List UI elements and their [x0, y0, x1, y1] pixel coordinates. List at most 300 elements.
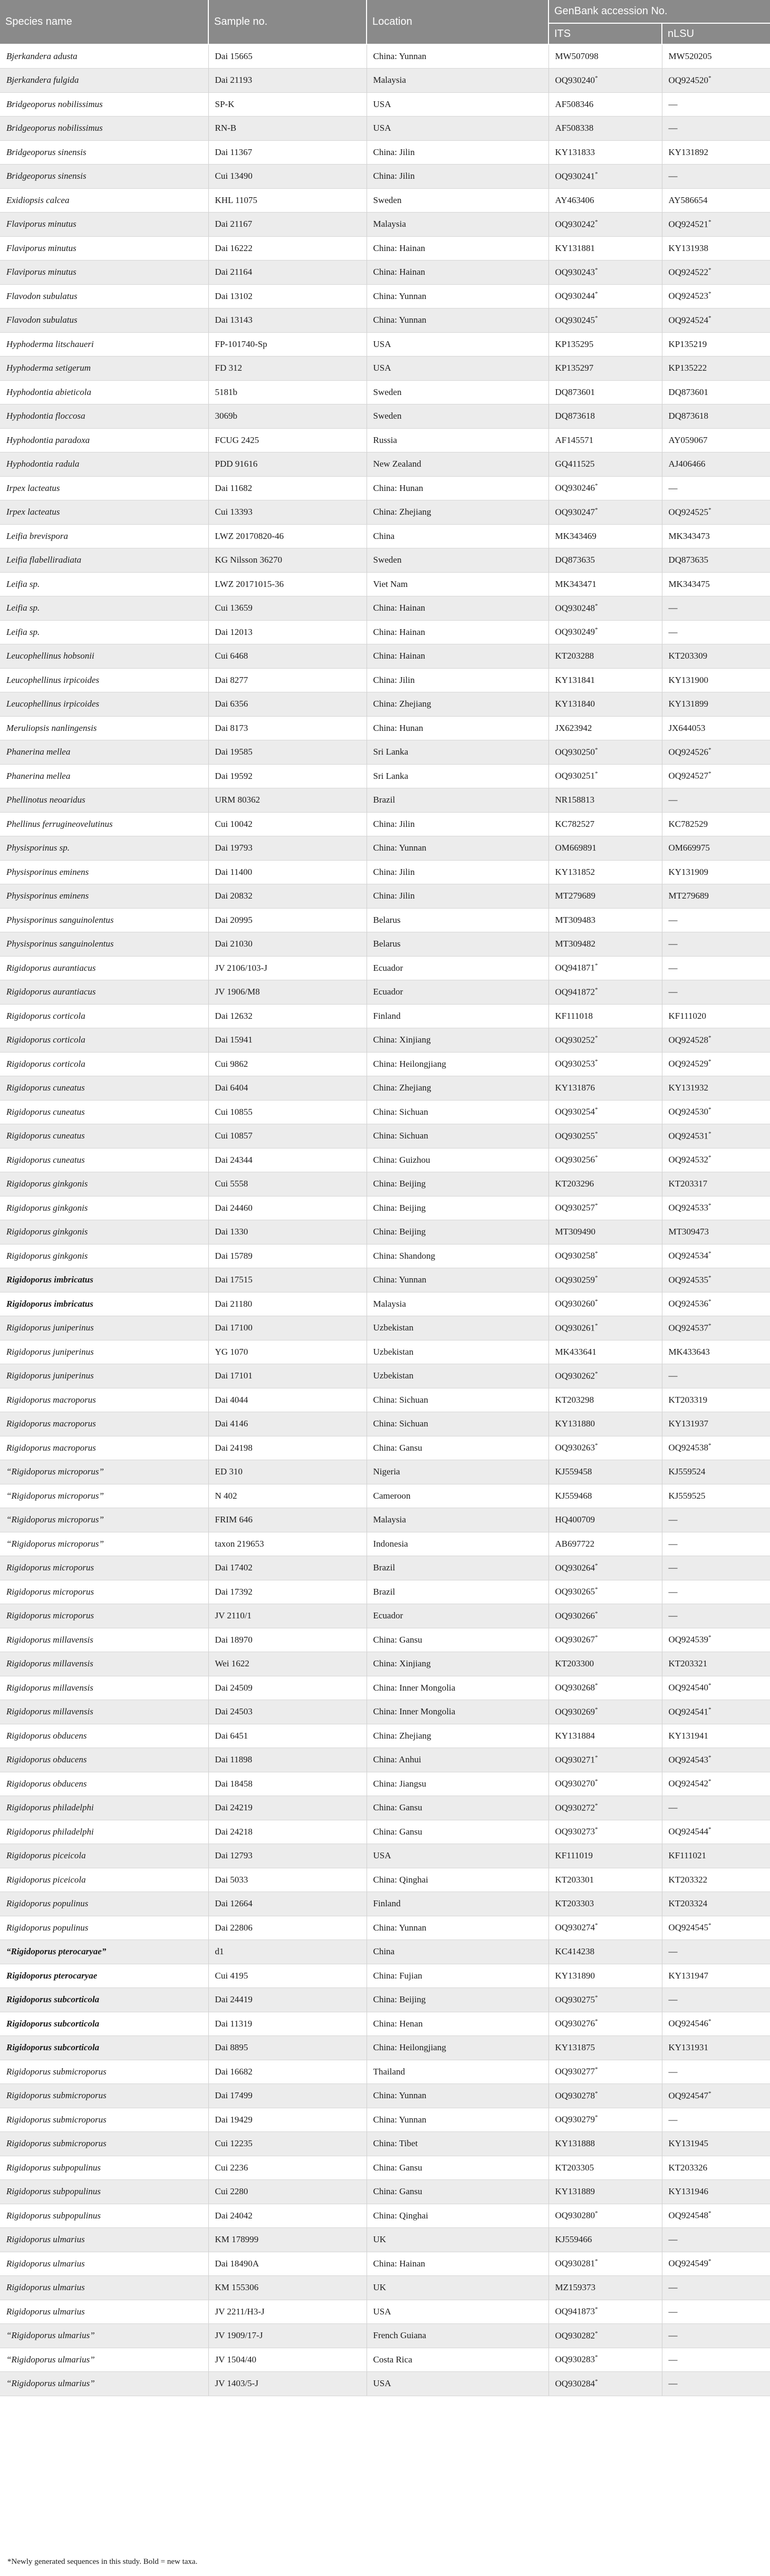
cell-sample: KG Nilsson 36270 — [208, 548, 367, 573]
table-row — [0, 2252, 770, 2276]
cell-its: OQ930273* — [548, 1820, 662, 1844]
cell-species: Meruliopsis nanlingensis — [0, 716, 208, 740]
cell-species: Bjerkandera fulgida — [0, 69, 208, 93]
cell-sample: Cui 9862 — [208, 1052, 367, 1076]
new-sequence-marker: * — [595, 218, 598, 225]
cell-its: KY131890 — [548, 1964, 662, 1988]
cell-its: OQ930282* — [548, 2324, 662, 2348]
new-sequence-marker: * — [595, 314, 598, 321]
cell-its: KT203300 — [548, 1652, 662, 1676]
table-row — [0, 1316, 770, 1340]
cell-sample: Dai 24219 — [208, 1796, 367, 1820]
cell-its: OQ930272* — [548, 1796, 662, 1820]
cell-location: Malaysia — [367, 1292, 548, 1316]
table-row — [0, 764, 770, 788]
cell-nlsu: OQ924543* — [662, 1748, 770, 1772]
table-row — [0, 1124, 770, 1149]
cell-its: OQ941873* — [548, 2300, 662, 2324]
cell-nlsu: OQ924538* — [662, 1436, 770, 1460]
cell-nlsu: KY131892 — [662, 140, 770, 165]
new-sequence-marker: * — [595, 602, 598, 609]
cell-its: AY463406 — [548, 188, 662, 213]
cell-species: Phellinotus neoaridus — [0, 788, 208, 813]
new-sequence-marker: * — [595, 266, 598, 273]
cell-its: MT279689 — [548, 884, 662, 909]
cell-its: KC414238 — [548, 1940, 662, 1964]
cell-its: OQ930246* — [548, 476, 662, 500]
cell-nlsu: JX644053 — [662, 716, 770, 740]
cell-location: Sweden — [367, 188, 548, 213]
cell-location: Uzbekistan — [367, 1364, 548, 1388]
new-sequence-marker: * — [708, 770, 711, 777]
cell-its: MK343469 — [548, 524, 662, 548]
cell-nlsu: KT203322 — [662, 1868, 770, 1892]
cell-sample: Dai 19585 — [208, 740, 367, 765]
new-sequence-marker: * — [595, 746, 598, 753]
cell-sample: Dai 13143 — [208, 308, 367, 333]
cell-its: KY131841 — [548, 668, 662, 692]
cell-species: Hyphodontia radula — [0, 452, 208, 477]
cell-location: China: Tibet — [367, 2132, 548, 2156]
cell-location: Sri Lanka — [367, 740, 548, 765]
cell-species: Rigidoporus populinus — [0, 1892, 208, 1916]
cell-nlsu: KF111021 — [662, 1844, 770, 1868]
cell-its: OQ930283* — [548, 2348, 662, 2372]
table-row — [0, 261, 770, 285]
cell-nlsu: KC782529 — [662, 812, 770, 836]
table-body — [0, 44, 770, 2396]
cell-sample: N 402 — [208, 1484, 367, 1508]
cell-nlsu: KF111020 — [662, 1004, 770, 1028]
cell-location: China: Henan — [367, 2012, 548, 2036]
table-row — [0, 1556, 770, 1580]
table-row — [0, 1220, 770, 1244]
cell-sample: Dai 12632 — [208, 1004, 367, 1028]
cell-location: Brazil — [367, 788, 548, 813]
cell-nlsu: — — [662, 788, 770, 813]
cell-location: China: Hainan — [367, 620, 548, 644]
cell-location: Malaysia — [367, 1508, 548, 1532]
table-row — [0, 1700, 770, 1724]
cell-species: Phanerina mellea — [0, 764, 208, 788]
cell-nlsu: AJ406466 — [662, 452, 770, 477]
new-sequence-marker: * — [595, 1610, 598, 1617]
cell-species: Rigidoporus obducens — [0, 1724, 208, 1748]
table-row — [0, 380, 770, 404]
cell-its: KT203288 — [548, 644, 662, 669]
cell-nlsu: OQ924532* — [662, 1148, 770, 1172]
new-sequence-marker: * — [595, 2018, 598, 2025]
table-header — [0, 0, 770, 44]
cell-location: China: Beijing — [367, 1196, 548, 1220]
cell-sample: Dai 16222 — [208, 236, 367, 261]
cell-location: Belarus — [367, 932, 548, 957]
cell-its: DQ873601 — [548, 380, 662, 404]
table-row — [0, 284, 770, 308]
cell-nlsu: — — [662, 2324, 770, 2348]
cell-sample: Dai 18458 — [208, 1772, 367, 1796]
cell-location: Sweden — [367, 404, 548, 429]
cell-its: DQ873635 — [548, 548, 662, 573]
table-row — [0, 1100, 770, 1124]
new-sequence-marker: * — [595, 2210, 598, 2217]
cell-its: KJ559466 — [548, 2228, 662, 2252]
cell-location: China: Jilin — [367, 860, 548, 884]
cell-its: OQ930249* — [548, 620, 662, 644]
cell-sample: Dai 17100 — [208, 1316, 367, 1340]
cell-species: Rigidoporus microporus — [0, 1556, 208, 1580]
cell-sample: Dai 15941 — [208, 1028, 367, 1053]
cell-its: KT203303 — [548, 1892, 662, 1916]
new-sequence-marker: * — [708, 1778, 711, 1785]
cell-species: Leucophellinus hobsonii — [0, 644, 208, 669]
cell-sample: Dai 4146 — [208, 1412, 367, 1436]
cell-sample: Cui 5558 — [208, 1172, 367, 1197]
cell-species: Rigidoporus subcorticola — [0, 2036, 208, 2060]
cell-species: “Rigidoporus microporus” — [0, 1460, 208, 1484]
cell-location: China: Inner Mongolia — [367, 1700, 548, 1724]
cell-its: OM669891 — [548, 836, 662, 861]
new-sequence-marker: * — [708, 1922, 711, 1929]
new-sequence-marker: * — [595, 986, 598, 993]
cell-species: Rigidoporus imbricatus — [0, 1268, 208, 1292]
cell-nlsu: KY131946 — [662, 2180, 770, 2204]
cell-species: Leifia sp. — [0, 620, 208, 644]
cell-nlsu: — — [662, 1580, 770, 1604]
cell-sample: Dai 24218 — [208, 1820, 367, 1844]
table-row — [0, 1196, 770, 1220]
cell-location: China: Hainan — [367, 261, 548, 285]
new-sequence-marker: * — [595, 962, 598, 969]
cell-species: Rigidoporus juniperinus — [0, 1364, 208, 1388]
table-row — [0, 2060, 770, 2084]
cell-species: Rigidoporus submicroporus — [0, 2132, 208, 2156]
table-row — [0, 1892, 770, 1916]
cell-its: KP135297 — [548, 356, 662, 381]
cell-location: China: Guizhou — [367, 1148, 548, 1172]
new-sequence-marker: * — [595, 506, 598, 513]
table-row — [0, 1460, 770, 1484]
cell-location: China: Gansu — [367, 1796, 548, 1820]
cell-sample: Dai 5033 — [208, 1868, 367, 1892]
cell-its: KY131881 — [548, 236, 662, 261]
cell-location: Malaysia — [367, 69, 548, 93]
cell-location: Uzbekistan — [367, 1340, 548, 1364]
cell-its: KY131875 — [548, 2036, 662, 2060]
cell-nlsu: KP135222 — [662, 356, 770, 381]
cell-nlsu: OQ924520* — [662, 69, 770, 93]
cell-its: OQ930265* — [548, 1580, 662, 1604]
cell-its: OQ930278* — [548, 2084, 662, 2108]
cell-location: China: Gansu — [367, 2180, 548, 2204]
table-row — [0, 2300, 770, 2324]
table-row — [0, 2036, 770, 2060]
table-row — [0, 2180, 770, 2204]
cell-sample: Dai 20995 — [208, 908, 367, 932]
new-sequence-marker: * — [708, 1130, 711, 1137]
new-sequence-marker: * — [595, 1154, 598, 1161]
cell-its: MT309490 — [548, 1220, 662, 1244]
cell-species: Rigidoporus submicroporus — [0, 2108, 208, 2132]
cell-its: OQ930253* — [548, 1052, 662, 1076]
cell-its: OQ930271* — [548, 1748, 662, 1772]
table-row — [0, 92, 770, 117]
cell-species: Rigidoporus millavensis — [0, 1628, 208, 1652]
cell-sample: Dai 12793 — [208, 1844, 367, 1868]
cell-species: Rigidoporus aurantiacus — [0, 956, 208, 980]
cell-its: MK343471 — [548, 572, 662, 596]
cell-species: Phanerina mellea — [0, 740, 208, 765]
new-sequence-marker: * — [595, 2258, 598, 2265]
cell-species: Rigidoporus cuneatus — [0, 1124, 208, 1149]
cell-species: Hyphodontia floccosa — [0, 404, 208, 429]
cell-nlsu: — — [662, 2348, 770, 2372]
table-row — [0, 1484, 770, 1508]
cell-nlsu: KY131937 — [662, 1412, 770, 1436]
new-sequence-marker: * — [708, 506, 711, 513]
cell-sample: Dai 17402 — [208, 1556, 367, 1580]
new-sequence-marker: * — [595, 291, 598, 297]
cell-nlsu: KY131945 — [662, 2132, 770, 2156]
cell-nlsu: OQ924540* — [662, 1676, 770, 1700]
new-sequence-marker: * — [595, 1994, 598, 2001]
cell-nlsu: — — [662, 2228, 770, 2252]
cell-sample: KM 155306 — [208, 2276, 367, 2300]
new-sequence-marker: * — [595, 1706, 598, 1713]
cell-species: Leucophellinus irpicoides — [0, 668, 208, 692]
cell-its: MT309483 — [548, 908, 662, 932]
new-sequence-marker: * — [708, 2210, 711, 2217]
cell-sample: Dai 22806 — [208, 1916, 367, 1940]
cell-its: OQ930254* — [548, 1100, 662, 1124]
cell-its: OQ930269* — [548, 1700, 662, 1724]
cell-nlsu: OQ924535* — [662, 1268, 770, 1292]
cell-location: China: Sichuan — [367, 1100, 548, 1124]
new-sequence-marker: * — [595, 1826, 598, 1833]
new-sequence-marker: * — [595, 2330, 598, 2337]
cell-sample: JV 1403/5-J — [208, 2372, 367, 2396]
cell-location: China: Zhejiang — [367, 1076, 548, 1101]
cell-nlsu: MK343475 — [662, 572, 770, 596]
cell-species: Hyphodontia abieticola — [0, 380, 208, 404]
new-sequence-marker: * — [708, 2018, 711, 2025]
cell-nlsu: AY586654 — [662, 188, 770, 213]
col-location-header: Location — [367, 0, 548, 44]
new-sequence-marker: * — [595, 2114, 598, 2121]
new-sequence-marker: * — [595, 1058, 598, 1065]
cell-nlsu: KJ559525 — [662, 1484, 770, 1508]
cell-its: OQ930258* — [548, 1244, 662, 1268]
table-row — [0, 1796, 770, 1820]
cell-its: OQ930267* — [548, 1628, 662, 1652]
col-its-header: ITS — [548, 23, 662, 44]
new-sequence-marker: * — [595, 2354, 598, 2361]
cell-sample: JV 1504/40 — [208, 2348, 367, 2372]
cell-sample: Dai 24460 — [208, 1196, 367, 1220]
cell-species: Exidiopsis calcea — [0, 188, 208, 213]
table-row — [0, 2372, 770, 2396]
new-sequence-marker: * — [595, 1298, 598, 1305]
table-row — [0, 524, 770, 548]
table-row — [0, 860, 770, 884]
cell-sample: Dai 24419 — [208, 1988, 367, 2012]
cell-species: Rigidoporus microporus — [0, 1604, 208, 1628]
new-sequence-marker: * — [595, 1778, 598, 1785]
cell-sample: Dai 17392 — [208, 1580, 367, 1604]
cell-its: OQ930245* — [548, 308, 662, 333]
cell-its: OQ930277* — [548, 2060, 662, 2084]
cell-nlsu: OQ924537* — [662, 1316, 770, 1340]
cell-nlsu: KY131932 — [662, 1076, 770, 1101]
cell-species: Rigidoporus aurantiacus — [0, 980, 208, 1005]
cell-location: USA — [367, 1844, 548, 1868]
cell-its: OQ930251* — [548, 764, 662, 788]
new-sequence-marker: * — [595, 2090, 598, 2097]
cell-nlsu: — — [662, 2276, 770, 2300]
cell-sample: Dai 20832 — [208, 884, 367, 909]
table-row — [0, 788, 770, 813]
cell-its: AF508338 — [548, 117, 662, 141]
cell-its: KT203305 — [548, 2156, 662, 2180]
cell-sample: Cui 10855 — [208, 1100, 367, 1124]
cell-species: “Rigidoporus microporus” — [0, 1484, 208, 1508]
cell-sample: 3069b — [208, 404, 367, 429]
cell-nlsu: OQ924549* — [662, 2252, 770, 2276]
cell-its: OQ930259* — [548, 1268, 662, 1292]
cell-location: China: Shandong — [367, 1244, 548, 1268]
table-row — [0, 1652, 770, 1676]
cell-location: China: Jilin — [367, 812, 548, 836]
cell-species: Rigidoporus submicroporus — [0, 2084, 208, 2108]
new-sequence-marker: * — [595, 1802, 598, 1809]
cell-sample: FCUG 2425 — [208, 428, 367, 452]
new-sequence-marker: * — [595, 626, 598, 633]
cell-nlsu: MK433643 — [662, 1340, 770, 1364]
cell-species: Rigidoporus subcorticola — [0, 2012, 208, 2036]
table-row — [0, 956, 770, 980]
cell-location: China: Zhejiang — [367, 1724, 548, 1748]
cell-nlsu: — — [662, 596, 770, 621]
cell-species: Physisporinus sanguinolentus — [0, 932, 208, 957]
new-sequence-marker: * — [708, 1754, 711, 1761]
cell-location: China: Zhejiang — [367, 500, 548, 525]
cell-nlsu: KT203326 — [662, 2156, 770, 2180]
cell-species: Leifia brevispora — [0, 524, 208, 548]
cell-species: Leifia flabelliradiata — [0, 548, 208, 573]
cell-nlsu: — — [662, 92, 770, 117]
cell-species: Rigidoporus ginkgonis — [0, 1196, 208, 1220]
cell-sample: 5181b — [208, 380, 367, 404]
cell-its: OQ930266* — [548, 1604, 662, 1628]
cell-species: Rigidoporus millavensis — [0, 1700, 208, 1724]
cell-nlsu: OQ924536* — [662, 1292, 770, 1316]
cell-nlsu: KY131938 — [662, 236, 770, 261]
cell-species: Rigidoporus obducens — [0, 1748, 208, 1772]
table-row — [0, 2348, 770, 2372]
cell-sample: Dai 21030 — [208, 932, 367, 957]
cell-sample: FD 312 — [208, 356, 367, 381]
cell-nlsu: OQ924542* — [662, 1772, 770, 1796]
table-row — [0, 1604, 770, 1628]
table-row — [0, 980, 770, 1005]
table-row — [0, 548, 770, 573]
cell-sample: Dai 24509 — [208, 1676, 367, 1700]
table-row — [0, 1964, 770, 1988]
cell-species: Rigidoporus imbricatus — [0, 1292, 208, 1316]
cell-sample: Dai 24042 — [208, 2204, 367, 2228]
cell-location: China: Hunan — [367, 716, 548, 740]
cell-sample: Cui 10042 — [208, 812, 367, 836]
cell-location: Finland — [367, 1892, 548, 1916]
cell-species: Flavodon subulatus — [0, 284, 208, 308]
cell-nlsu: OQ924534* — [662, 1244, 770, 1268]
cell-location: China: Hunan — [367, 476, 548, 500]
cell-sample: LWZ 20171015-36 — [208, 572, 367, 596]
cell-nlsu: OQ924533* — [662, 1196, 770, 1220]
table-row — [0, 500, 770, 525]
new-sequence-marker: * — [708, 1202, 711, 1209]
table-row — [0, 740, 770, 765]
table-row — [0, 1748, 770, 1772]
cell-species: Physisporinus eminens — [0, 860, 208, 884]
new-sequence-marker: * — [708, 746, 711, 753]
table-row — [0, 140, 770, 165]
new-sequence-marker: * — [708, 266, 711, 273]
cell-nlsu: KY131931 — [662, 2036, 770, 2060]
cell-its: KY131888 — [548, 2132, 662, 2156]
table-row — [0, 1820, 770, 1844]
cell-sample: Dai 12664 — [208, 1892, 367, 1916]
table-row — [0, 908, 770, 932]
table-row — [0, 165, 770, 189]
new-sequence-marker: * — [708, 1322, 711, 1329]
table-row — [0, 236, 770, 261]
table-row — [0, 2084, 770, 2108]
new-sequence-marker: * — [595, 1250, 598, 1257]
cell-location: Uzbekistan — [367, 1316, 548, 1340]
table-row — [0, 2228, 770, 2252]
cell-sample: Dai 19793 — [208, 836, 367, 861]
cell-location: Sri Lanka — [367, 764, 548, 788]
cell-location: China: Jilin — [367, 165, 548, 189]
cell-location: China: Anhui — [367, 1748, 548, 1772]
cell-its: OQ930263* — [548, 1436, 662, 1460]
cell-nlsu: — — [662, 980, 770, 1005]
cell-sample: Dai 21180 — [208, 1292, 367, 1316]
cell-species: Hyphoderma setigerum — [0, 356, 208, 381]
cell-its: OQ930257* — [548, 1196, 662, 1220]
cell-its: DQ873618 — [548, 404, 662, 429]
new-sequence-marker: * — [595, 1322, 598, 1329]
cell-species: Flaviporus minutus — [0, 261, 208, 285]
cell-species: Leucophellinus irpicoides — [0, 692, 208, 717]
cell-its: HQ400709 — [548, 1508, 662, 1532]
cell-its: MW507098 — [548, 44, 662, 69]
new-sequence-marker: * — [708, 1274, 711, 1281]
cell-its: JX623942 — [548, 716, 662, 740]
cell-nlsu: KJ559524 — [662, 1460, 770, 1484]
table-row — [0, 1076, 770, 1101]
cell-its: GQ411525 — [548, 452, 662, 477]
cell-sample: Cui 6468 — [208, 644, 367, 669]
new-sequence-marker: * — [595, 74, 598, 81]
cell-nlsu: — — [662, 2300, 770, 2324]
cell-nlsu: — — [662, 620, 770, 644]
cell-sample: Cui 2280 — [208, 2180, 367, 2204]
cell-nlsu: OQ924524* — [662, 308, 770, 333]
cell-location: Cameroon — [367, 1484, 548, 1508]
cell-its: MK433641 — [548, 1340, 662, 1364]
